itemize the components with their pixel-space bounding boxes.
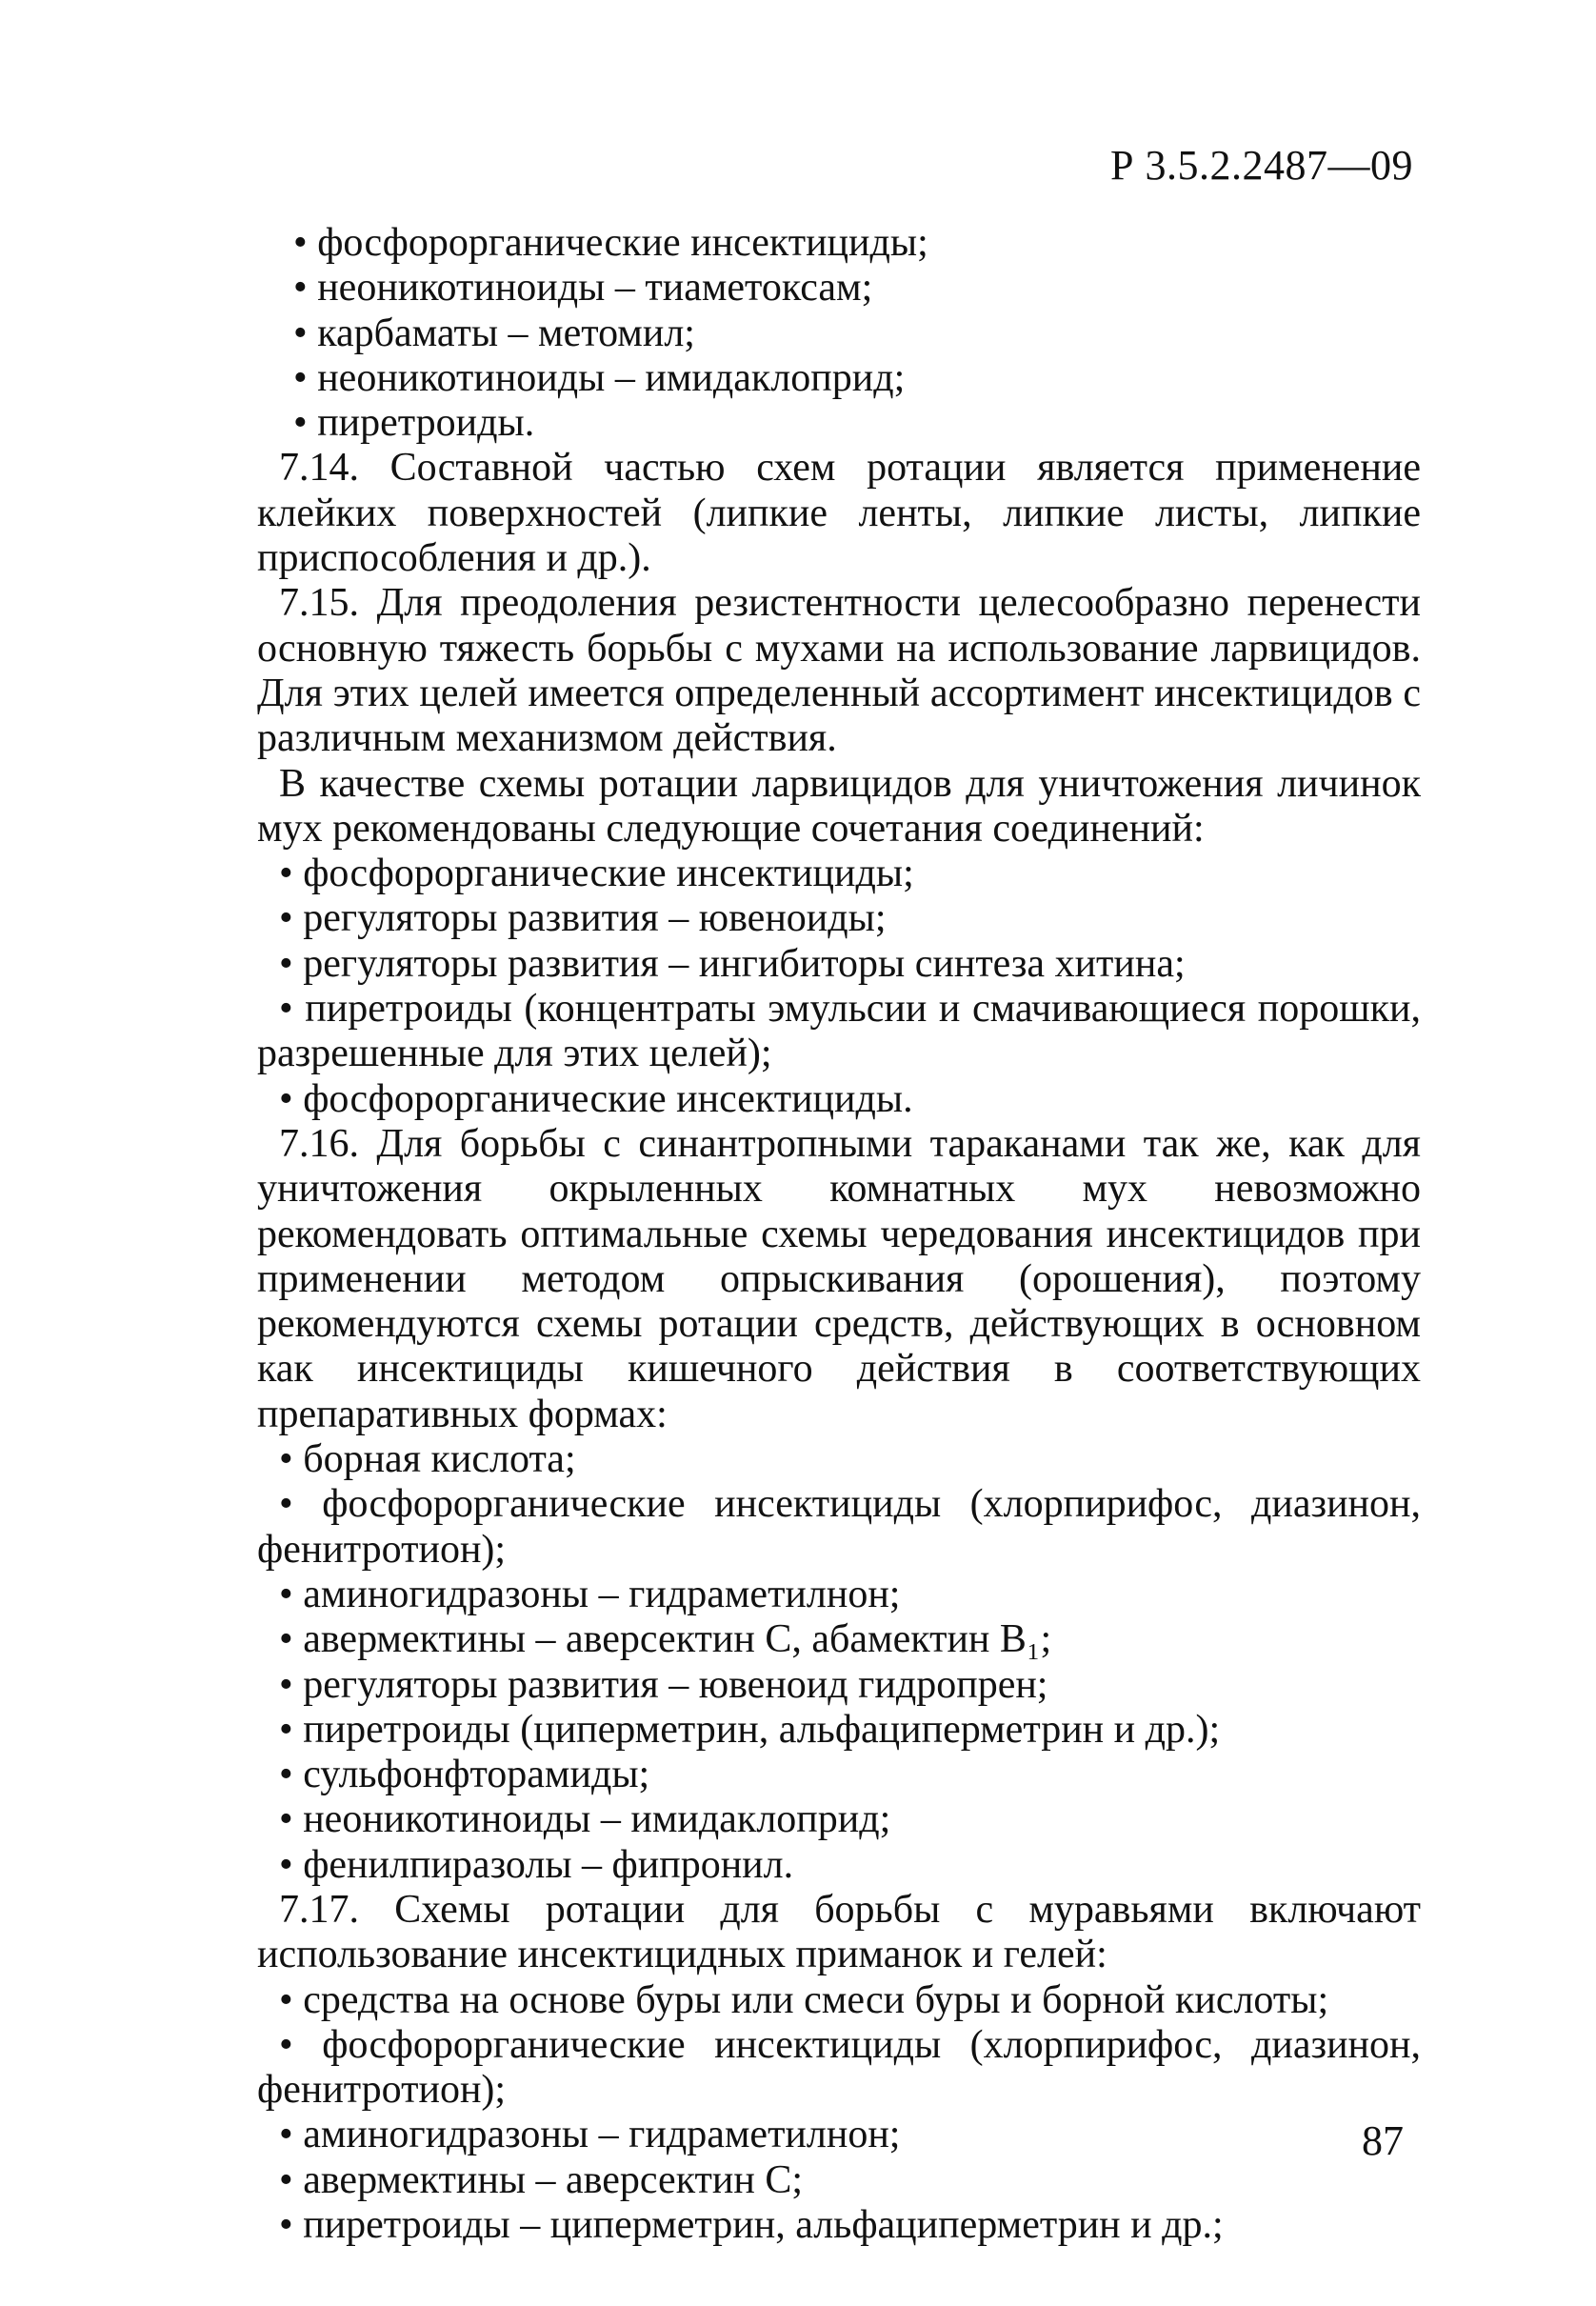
bullet-item: • карбаматы – метомил; [293, 311, 695, 355]
paragraph-7-14: 7.14. Составной частью схем ротации является применение клейких поверхностей (липкие ленты, липкие листы, липкие приспособления и др.). [257, 446, 1421, 581]
paragraph-7-16: 7.16. Для борьбы с синантропными тараканами так же, как для уничтожения окрыленных комнатных мух невозможно рекомендовать оптимальные схемы чередования инсектицидов при применении методом опрыскивания (орошения), поэтому рекомендуются схемы ротации средств, действующих в основном как инсектициды кишечного действия в соответствующих препаративных формах: [257, 1121, 1421, 1436]
bullet-item: • аминогидразоны – гидраметилнон; [279, 1572, 901, 1616]
bullet-item: • фосфорорганические инсектициды (хлорпирифос, диазинон, фенитротион); [257, 2022, 1421, 2113]
bullet-item: • пиретроиды (концентраты эмульсии и смачивающиеся порошки, разрешенные для этих целей); [257, 987, 1421, 1076]
top-bullet-list [257, 221, 1421, 446]
paragraph-7-15: 7.15. Для преодоления резистентности целесообразно перенести основную тяжесть борьбы с мухами на использование ларвицидов. Для этих целей имеется определенный ассортимент инсектицидов с различным механизмом действия. [257, 581, 1421, 761]
paragraph-7-17: 7.17. Схемы ротации для борьбы с муравьями включают использование инсектицидных приманок и гелей: [257, 1887, 1421, 1977]
bullet-item: • неоникотиноиды – имидаклоприд; [279, 1797, 891, 1842]
bullet-item: • фосфорорганические инсектициды (хлорпирифос, диазинон, фенитротион); [257, 1482, 1421, 1572]
paragraph-larvicides-intro: В качестве схемы ротации ларвицидов для уничтожения личинок мух рекомендованы следующие сочетания соединений: [257, 761, 1421, 851]
bullet-item: • средства на основе буры или смеси буры и борной кислоты; [279, 1977, 1329, 2022]
bullet-item: • сульфонфторамиды; [279, 1753, 650, 1797]
bullet-item: • фосфорорганические инсектициды; [279, 852, 914, 896]
page-body [257, 221, 1421, 2248]
bullet-item: • регуляторы развития – ювеноиды; [279, 896, 887, 941]
bullet-item: • неоникотиноиды – тиаметоксам; [293, 266, 873, 311]
bullet-item: • борная кислота; [279, 1437, 576, 1482]
bullet-item: • регуляторы развития – ингибиторы синтеза хитина; [279, 941, 1186, 986]
document-number: Р 3.5.2.2487—09 [1110, 142, 1413, 189]
bullet-item: • авермектины – аверсектин С; [279, 2157, 804, 2202]
bullet-item: • фосфорорганические инсектициды. [279, 1076, 913, 1121]
page-number: 87 [1362, 2117, 1404, 2164]
bullet-item: • фосфорорганические инсектициды; [293, 221, 928, 265]
bullet-item: • авермектины – аверсектин С, абамектин В₁; [279, 1617, 1052, 1662]
bullet-item: • пиретроиды (циперметрин, альфациперметрин и др.); [279, 1707, 1221, 1752]
bullet-item: • неоникотиноиды – имидаклоприд; [293, 355, 906, 400]
bullet-item: • пиретроиды – циперметрин, альфациперметрин и др.; [279, 2203, 1224, 2248]
bullet-item: • пиретроиды. [293, 401, 535, 446]
bullet-item: • фенилпиразолы – фипронил. [279, 1842, 794, 1887]
bullet-item: • аминогидразоны – гидраметилнон; [279, 2113, 901, 2157]
bullet-item: • регуляторы развития – ювеноид гидропрен; [279, 1662, 1048, 1707]
